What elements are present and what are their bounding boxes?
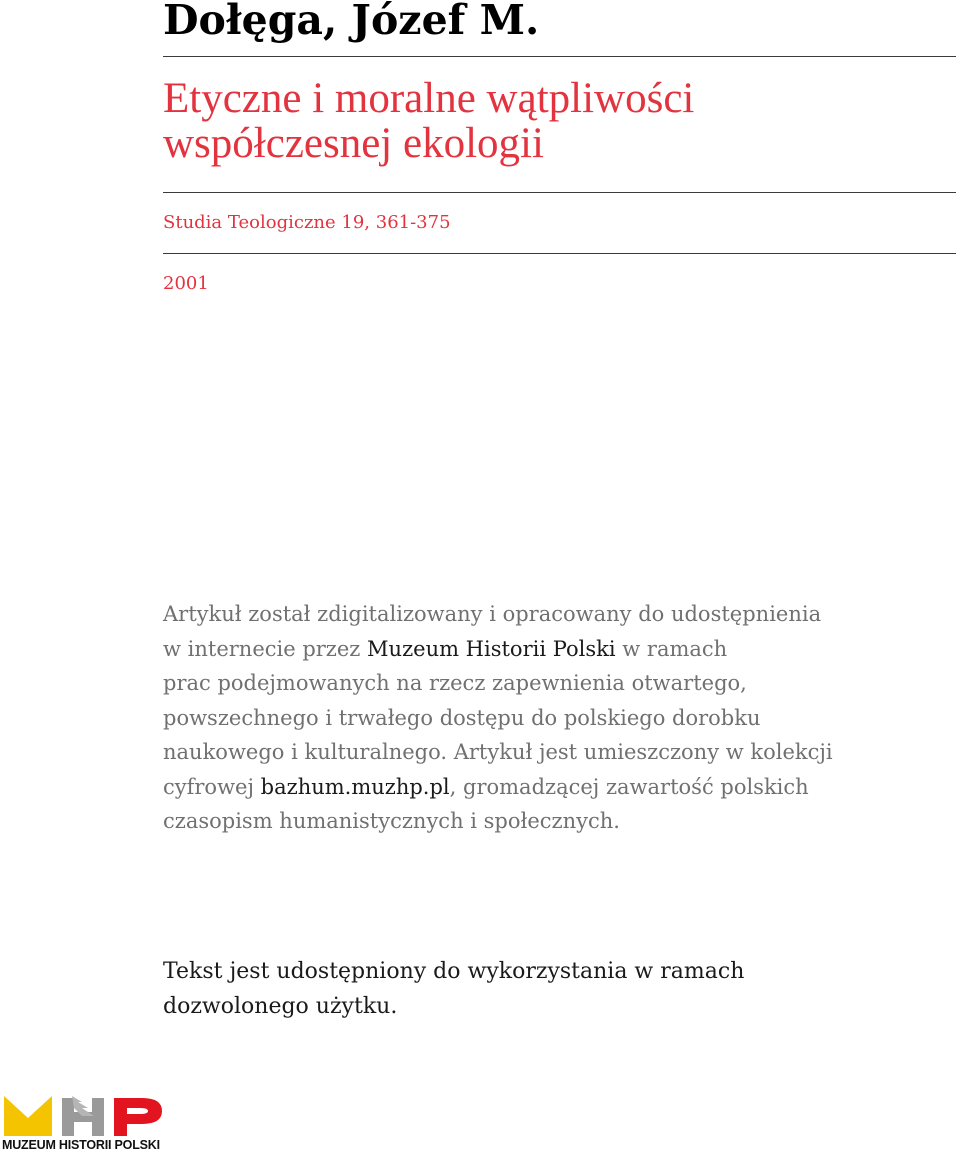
article-title-line-2: współczesnej ekologii [163, 120, 544, 167]
divider-top [163, 56, 956, 57]
license-notice [163, 955, 953, 1024]
logo-h-shape [62, 1098, 104, 1136]
license-line-2: dozwolonego użytku. [163, 993, 398, 1019]
museum-link[interactable]: Muzeum Historii Polski [367, 636, 616, 661]
notice-line-7: czasopism humanistycznych i społecznych. [163, 809, 620, 833]
notice-line-4: powszechnego i trwałego dostępu do polskiego dorobku [163, 705, 761, 730]
divider-middle [163, 192, 956, 193]
notice-line-2-pre: w internecie przez [163, 636, 368, 661]
bazhum-link[interactable]: bazhum.muzhp.pl [260, 774, 450, 799]
notice-line-6-pre: cyfrowej [163, 774, 261, 799]
article-title [163, 76, 923, 166]
logo-p-shape [114, 1098, 162, 1136]
notice-line-2-post: w ramach [615, 636, 728, 661]
digitization-notice [163, 597, 953, 839]
notice-line-6 [163, 770, 953, 805]
publication-year: 2001 [163, 273, 209, 294]
divider-bottom [163, 253, 956, 254]
notice-line-2 [163, 632, 953, 667]
logo-m-shape [4, 1096, 52, 1136]
article-title-line-1: Etyczne i moralne wątpliwości [163, 75, 695, 122]
journal-source: Studia Teologiczne 19, 361-375 [163, 212, 451, 233]
museum-logo-text: MUZEUM HISTORII POLSKI [2, 1138, 160, 1152]
license-line-1: Tekst jest udostępniony do wykorzystania w ramach [163, 959, 745, 984]
notice-line-5: naukowego i kulturalnego. Artykuł jest umieszczony w kolekcji [163, 740, 833, 764]
museum-logo [2, 1092, 166, 1152]
notice-line-1: Artykuł został zdigitalizowany i opracowany do udostępnienia [163, 602, 822, 626]
notice-line-3: prac podejmowanych na rzecz zapewnienia otwartego, [163, 671, 747, 695]
author-name: Dołęga, Józef M. [163, 0, 540, 44]
museum-logo-icon [2, 1092, 166, 1138]
notice-line-6-post: , gromadzącej zawartość polskich [449, 774, 809, 799]
